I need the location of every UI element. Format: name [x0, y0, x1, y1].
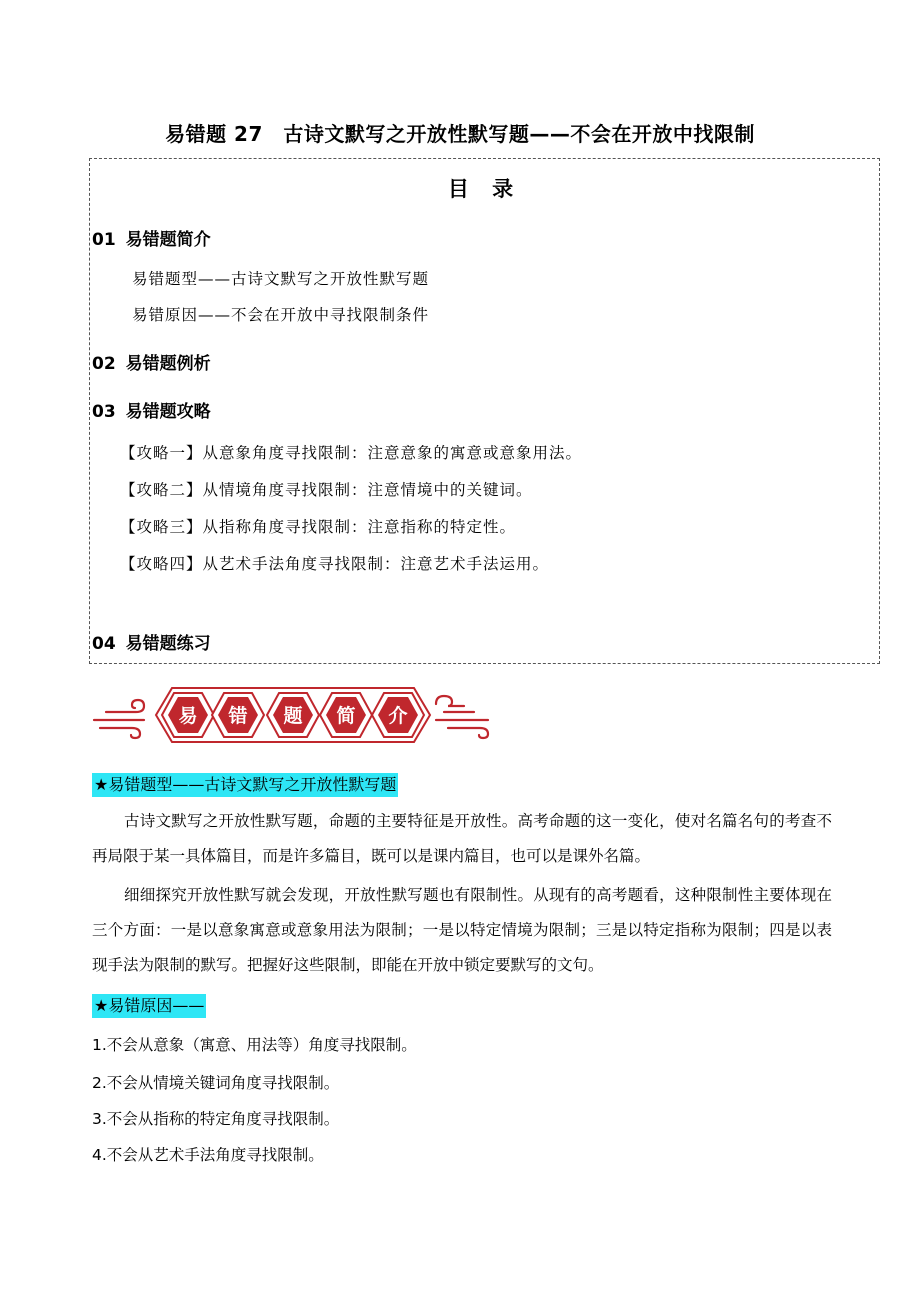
- reason-item-3: 3.不会从指称的特定角度寻找限制。: [92, 1110, 340, 1128]
- toc-intro-type: 易错题型——古诗文默写之开放性默写题: [132, 270, 430, 288]
- hex-tile: [372, 693, 424, 737]
- toc-section-03: [92, 397, 211, 422]
- toc-intro-reason: 易错原因——不会在开放中寻找限制条件: [132, 306, 430, 324]
- toc-section-number: 03: [92, 402, 116, 422]
- toc-section-label: 易错题练习: [125, 634, 211, 654]
- right-cloud-ornament: [436, 696, 488, 738]
- section-banner: [92, 682, 492, 748]
- reason-item-1: 1.不会从意象（寓意、用法等）角度寻找限制。: [92, 1036, 417, 1054]
- toc-section-04: [92, 629, 211, 654]
- table-of-contents: [89, 158, 880, 664]
- toc-section-label: 易错题简介: [125, 230, 211, 250]
- error-type-heading: ★易错题型——古诗文默写之开放性默写题: [92, 773, 398, 797]
- toc-section-label: 易错题例析: [125, 354, 211, 374]
- toc-strategy-3: 【攻略三】从指称角度寻找限制：注意指称的特定性。: [120, 518, 517, 536]
- hex-tile: [320, 693, 372, 737]
- toc-section-number: 01: [92, 230, 116, 250]
- banner-char: 易: [178, 705, 198, 727]
- toc-section-number: 04: [92, 634, 116, 654]
- hex-tile: [162, 693, 214, 737]
- toc-section-01: [92, 225, 211, 250]
- toc-heading: 目 录: [447, 177, 522, 201]
- banner-hexagons: [162, 693, 424, 737]
- toc-section-label: 易错题攻略: [125, 402, 211, 422]
- toc-strategy-2: 【攻略二】从情境角度寻找限制：注意情境中的关键词。: [120, 481, 533, 499]
- error-reason-heading: ★易错原因——: [92, 994, 206, 1018]
- banner-char: 错: [228, 705, 248, 727]
- page-title: 易错题 27 古诗文默写之开放性默写题——不会在开放中找限制: [165, 122, 755, 146]
- banner-char: 题: [283, 705, 303, 727]
- hex-tile: [212, 693, 264, 737]
- toc-section-number: 02: [92, 354, 116, 374]
- intro-paragraph-1: 古诗文默写之开放性默写题，命题的主要特征是开放性。高考命题的这一变化，使对名篇名句的考查不再局限于某一具体篇目，而是许多篇目，既可以是课内篇目，也可以是课外名篇。: [92, 812, 832, 865]
- banner-char: 介: [388, 705, 408, 727]
- left-cloud-ornament: [94, 700, 144, 738]
- toc-section-02: [92, 349, 211, 374]
- hex-tile: [267, 693, 319, 737]
- toc-strategy-1: 【攻略一】从意象角度寻找限制：注意意象的寓意或意象用法。: [120, 444, 583, 462]
- reason-item-4: 4.不会从艺术手法角度寻找限制。: [92, 1146, 324, 1164]
- intro-paragraph-2: 细细探究开放性默写就会发现，开放性默写题也有限制性。从现有的高考题看，这种限制性主要体现在三个方面：一是以意象寓意或意象用法为限制；一是以特定情境为限制；三是以特定指称为限制；四是以表现手法为限制的默写。把握好这些限制，即能在开放中锁定要默写的文句。: [92, 886, 832, 974]
- reason-item-2: 2.不会从情境关键词角度寻找限制。: [92, 1074, 340, 1092]
- banner-char: 简: [336, 705, 356, 727]
- toc-strategy-4: 【攻略四】从艺术手法角度寻找限制：注意艺术手法运用。: [120, 555, 550, 573]
